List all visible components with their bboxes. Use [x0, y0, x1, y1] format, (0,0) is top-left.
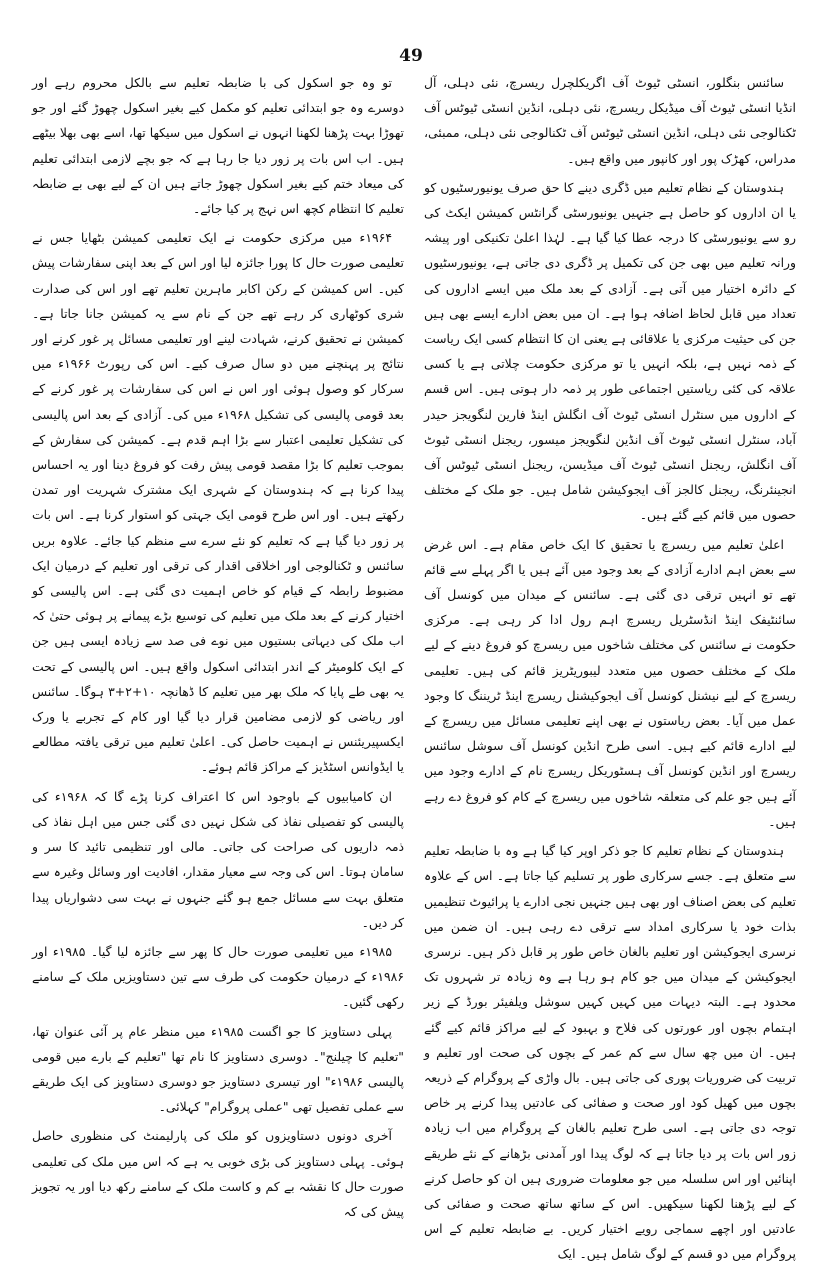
paragraph: تو وہ جو اسکول کی با ضابطہ تعلیم سے بالکل محروم رہے اور دوسرے وہ جو ابتدائی تعلیم کو مکمل کیے بغیر اسکول چھوڑ گئے اور جو تھوڑا بہت پڑھنا لکھنا انہوں نے اسکول میں سیکھا تھا، اسے بھی بھلا بیٹھے ہیں۔ اب اس بات پر زور دیا جا رہا ہے کہ جو بچے لازمی ابتدائی تعلیم کی میعاد ختم کیے بغیر اسکول چھوڑ جاتے ہیں ان کے لیے بھی بے ضابطہ تعلیم کا انتظام کچھ اس نہج پر کیا جائے۔: [32, 75, 404, 217]
paragraph: آخری دونوں دستاویزوں کو ملک کی پارلیمنٹ کی منظوری حاصل ہوئی۔ پہلی دستاویز کی بڑی خوبی یہ ہے کہ اس میں ملک کی تعلیمی صورت حال کا نقشہ بے کم و کاست ملک کے سامنے رکھ دیا اور یہ تجویز پیش کی کہ: [32, 1128, 404, 1219]
paragraph: ۱۹۶۴ء میں مرکزی حکومت نے ایک تعلیمی کمیشن بٹھایا جس نے تعلیمی صورت حال کا پورا جائزہ لیا اور اس کے بعد اپنی سفارشات پیش کیں۔ اس کمیشن کے رکن اکابر ماہرین تعلیم تھے اور اس کی صدارت شری کوٹھاری کر رہے تھے جن کے نام سے یہ کمیشن جانا جاتا ہے۔ کمیشن نے تحقیق کرنے، شہادت لینے اور تعلیمی مسائل پر غور کرنے اور نتائج پر پہنچنے میں دو سال صرف کیے۔ اس کی رپورٹ ۱۹۶۶ء میں سرکار کو وصول ہوئی اور اس نے اس کی سفارشات پر غور کرنے کے بعد قومی پالیسی کی تشکیل ۱۹۶۸ء میں کی۔ آزادی کے بعد اس پالیسی کی تشکیل تعلیمی اعتبار سے بڑا اہم قدم ہے۔ کمیشن کی سفارش کے بموجب تعلیم کا بڑا مقصد قومی پیش رفت کو فروغ دینا اور یہ احساس پیدا کرنا ہے کہ ہندوستان کے شہری ایک مشترک شہریت اور تمدن رکھتے ہیں۔ اور اس طرح قومی ایک جہتی کو استوار کرنا ہے۔ اس بات پر زور دیا گیا ہے کہ تعلیم کو نئے سرے سے منظم کیا جائے۔ علاوہ بریں سائنس و ٹکنالوجی اور اخلاقی اقدار کی ترقی اور تعلیم کے درمیان ایک مضبوط رابطہ کے قیام کو خاص اہمیت دی گئی ہے۔ اس پالیسی کو اختیار کرنے کے بعد ملک میں تعلیم کی توسیع بڑے پیمانے پر ہوئی حتیٰ کہ اب ملک کی دیہاتی بستیوں میں نوے فی صد سے زیادہ ایسی ہیں جن کے ایک کلومیٹر کے اندر ابتدائی اسکول واقع ہیں۔ اس پالیسی کے تحت یہ بھی طے پایا کہ ملک بھر میں تعلیم کا ڈھانچہ ۱۰+۲+۳ ہوگا۔ سائنس اور ریاضی کو لازمی مضامین قرار دیا گیا اور کام کے تجربے یا ورک ایکسپیریئنس نے اہمیت حاصل کی۔ اعلیٰ تعلیم میں ترقی یافتہ مطالعے یا ایڈوانس اسٹڈیز کے مراکز قائم ہوئے۔: [32, 230, 404, 775]
paragraph: ہندوستان کے نظام تعلیم کا جو ذکر اوپر کیا گیا ہے وہ با ضابطہ تعلیم سے متعلق ہے۔ جسے سرکاری طور پر تسلیم کیا جاتا ہے۔ اس کے علاوہ تعلیم کی بعض اصناف اور بھی ہیں جنہیں نجی ادارے یا پرائیوٹ تنظیمیں بذات خود یا سرکاری امداد سے ترقی دے رہی ہیں۔ ان ضمن میں نرسری ایجوکیشن اور تعلیم بالغان خاص طور پر قابل ذکر ہیں۔ نرسری ایجوکیشن کے میدان میں جو کام ہو رہا ہے وہ زیادہ تر شہروں تک محدود ہے۔ البتہ دیہات میں کہیں کہیں سوشل ویلفیئر بورڈ کے زیر اہتمام بچوں اور عورتوں کی فلاح و بہبود کے لیے مراکز قائم کیے گئے ہیں۔ ان میں چھ سال سے کم عمر کے بچوں کی صحت اور تعلیم و تربیت کی ضروریات پوری کی جاتی ہیں۔ بال واڑی کے پروگرام کے ذریعہ بچوں میں کھیل کود اور صحت و صفائی کی عادتیں پیدا کرنے پر خاص توجہ دی جاتی ہے۔ اسی طرح تعلیم بالغان کے پروگرام میں اب زیادہ زور اس بات پر دیا جاتا ہے کہ لوگ پیدا اور آمدنی بڑھانے کے نئے طریقے اپنائیں اور اس سلسلہ میں جو معلومات ضروری ہیں ان کو حاصل کرنے کے لیے پڑھنا لکھنا سیکھیں۔ اس کے ساتھ ساتھ صحت و صفائی کی عادتیں اور اچھے سماجی رویے اختیار کریں۔ بے ضابطہ تعلیم کے اس پروگرام میں دو قسم کے لوگ شامل ہیں۔ ایک: [424, 843, 796, 1262]
paragraph: ان کامیابیوں کے باوجود اس کا اعتراف کرنا پڑے گا کہ ۱۹۶۸ء کی پالیسی کو تفصیلی نفاذ کی شکل نہیں دی گئی جس میں اہل نفاذ کی ذمہ داریوں کی صراحت کی جاتی۔ مالی اور تنظیمی تائید کا سر و سامان ہوتا۔ اس کی وجہ سے معیار مقدار، افادیت اور وسائل وغیرہ سے متعلق بہت سے مسائل جمع ہو گئے جنہوں نے بہت سی دشواریاں پیدا کر دیں۔: [32, 788, 404, 930]
left-column: [32, 70, 404, 1219]
paragraph: سائنس بنگلور، انسٹی ٹیوٹ آف اگریکلچرل ریسرچ، نئی دہلی، آل انڈیا انسٹی ٹیوٹ آف میڈیکل ریسرچ، نئی دہلی، انڈین انسٹی ٹیوٹس آف ٹکنالوجی نئی دہلی، انڈین انسٹی ٹیوٹس آف ٹکنالوجی نئی دہلی، ممبئی، مدراس، کھڑک پور اور کانپور میں واقع ہیں۔: [424, 75, 796, 166]
paragraph: ہندوستان کے نظام تعلیم میں ڈگری دینے کا حق صرف یونیورسٹیوں کو یا ان اداروں کو حاصل ہے جنہیں یونیورسٹی گرانٹس کمیشن ایکٹ کی رو سے یونیورسٹی کا درجہ عطا کیا گیا ہے۔ لہٰذا اعلیٰ تکنیکی اور پیشہ ورانہ تعلیم میں بھی جن کی تکمیل پر ڈگری دی جاتی ہے، یونیورسٹیوں کے دائرہ اختیار میں آتی ہے۔ آزادی کے بعد ملک میں ایسے اداروں کی تعداد میں قابل لحاظ اضافہ ہوا ہے۔ ان میں بعض ادارے ایسے بھی ہیں جن کی حیثیت مرکزی یا علاقائی ہے یعنی ان کا انتظام کسی ایک ریاست کے ذمہ نہیں ہے، بلکہ انہیں یا تو مرکزی حکومت چلاتی ہے یا کسی علاقہ کی کئی ریاستیں اجتماعی طور پر ذمہ دار ہوتی ہیں۔ اس قسم کے اداروں میں سنٹرل انسٹی ٹیوٹ آف انگلش اینڈ فارین لنگویجز حیدر آباد، سنٹرل انسٹی ٹیوٹ آف انڈین لنگویجز میسور، ریجنل انسٹی ٹیوٹ آف انگلش، ریجنل انسٹی ٹیوٹ آف میڈیسن، ریجنل انسٹی ٹیوٹس آف انجینئرنگ، ریجنل کالجز آف ایجوکیشن شامل ہیں۔ جو ملک کے مختلف حصوں میں قائم کیے گئے ہیں۔: [424, 179, 796, 523]
paragraph: ۱۹۸۵ء میں تعلیمی صورت حال کا پھر سے جائزہ لیا گیا۔ ۱۹۸۵ء اور ۱۹۸۶ء کے درمیان حکومت کی طرف سے تین دستاویزیں ملک کے سامنے رکھی گئیں۔: [32, 943, 404, 1010]
paragraph: اعلیٰ تعلیم میں ریسرچ یا تحقیق کا ایک خاص مقام ہے۔ اس غرض سے بعض اہم ادارے آزادی کے بعد وجود میں آئے ہیں یا اگر پہلے سے قائم تھے تو انہیں ترقی دی گئی ہے۔ سائنس کے میدان میں کونسل آف سائنٹیفک اینڈ انڈسٹریل ریسرچ اہم رول ادا کر رہی ہے۔ مرکزی حکومت نے سائنس کی مختلف شاخوں میں ریسرچ کو فروغ دینے کے لیے ملک کے مختلف حصوں میں متعدد لیبوریٹریز قائم کی ہیں۔ تعلیمی ریسرچ کے لیے نیشنل کونسل آف ایجوکیشنل ریسرچ اینڈ ٹریننگ کا وجود عمل میں آیا۔ بعض ریاستوں نے بھی اپنے تعلیمی مسائل میں ریسرچ کے لیے ادارے قائم کیے ہیں۔ اسی طرح انڈین کونسل آف سوشل سائنس ریسرچ اور انڈین کونسل آف ہسٹوریکل ریسرچ نام کے ادارے وجود میں آئے ہیں جو علم کی متعلقہ شاخوں میں ریسرچ کے کام کو فروغ دے رہے ہیں۔: [424, 536, 796, 829]
page-number: 49: [399, 46, 423, 66]
paragraph: پہلی دستاویز کا جو اگست ۱۹۸۵ء میں منظر عام پر آئی عنوان تھا، "تعلیم کا چیلنج"۔ دوسری دستاویز کا نام تھا "تعلیم کے بارے میں قومی پالیسی ۱۹۸۶ء" اور تیسری دستاویز جو دوسری دستاویز کی ایک طریقے سے عملی تفصیل تھی "عملی پروگرام" کہلائی۔: [32, 1023, 404, 1115]
right-column: [424, 70, 796, 1262]
